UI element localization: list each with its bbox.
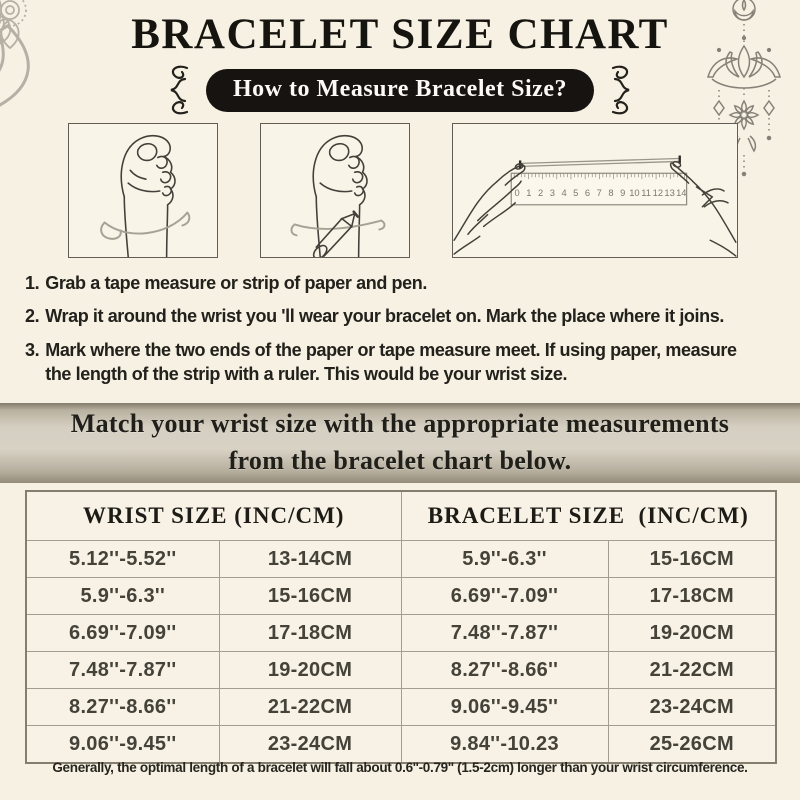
- banner-line-2: from the bracelet chart below.: [228, 446, 572, 475]
- table-row: [26, 541, 776, 578]
- step-text: Mark where the two ends of the paper or tape measure meet. If using paper, measure: [45, 339, 737, 360]
- subtitle-row: [0, 66, 800, 114]
- step2-mark-with-pen-image: [260, 123, 410, 258]
- bracelet-inches: 6.69''-7.09'': [401, 578, 608, 615]
- flourish-right-icon: [607, 63, 641, 117]
- banner-line-1: Match your wrist size with the appropriate measurements: [70, 409, 730, 439]
- size-conversion-table: [25, 490, 777, 764]
- how-to-measure-pill: How to Measure Bracelet Size?: [206, 69, 594, 112]
- wrist-inches: 6.69''-7.09'': [26, 615, 219, 652]
- wrist-inches: 5.12''-5.52'': [26, 541, 219, 578]
- wrist-cm: 23-24CM: [219, 726, 401, 764]
- bracelet-cm: 23-24CM: [608, 689, 776, 726]
- wrist-inches: 7.48''-7.87'': [26, 652, 219, 689]
- table-row: [26, 652, 776, 689]
- svg-text:10: 10: [629, 187, 640, 198]
- step-text: Grab a tape measure or strip of paper and pen.: [45, 273, 427, 293]
- step-number: 2.: [25, 306, 40, 327]
- svg-text:9: 9: [620, 187, 626, 198]
- svg-text:6: 6: [584, 187, 591, 198]
- instruction-step-2: [25, 304, 795, 328]
- bracelet-inches: 8.27''-8.66'': [401, 652, 608, 689]
- svg-text:12: 12: [652, 187, 664, 198]
- wrist-cm: 13-14CM: [219, 541, 401, 578]
- step3-measure-with-ruler-image: [452, 123, 738, 258]
- table-row: [26, 726, 776, 764]
- bracelet-inches: 9.06''-9.45'': [401, 689, 608, 726]
- wrist-cm: 17-18CM: [219, 615, 401, 652]
- step-text: Wrap it around the wrist you 'll wear your bracelet on. Mark the place where it joins.: [45, 306, 724, 327]
- instruction-step-1: [25, 271, 795, 295]
- step-number: 3.: [25, 339, 40, 360]
- bracelet-cm: 25-26CM: [608, 726, 776, 764]
- bracelet-cm: 21-22CM: [608, 652, 776, 689]
- svg-text:3: 3: [549, 187, 555, 198]
- flourish-left-icon: [159, 63, 193, 117]
- general-note: Generally, the optimal length of a bracelet will fall about 0.6''-0.79'' (1.5-2cm) longer than your wrist circumference.: [52, 760, 748, 775]
- instruction-step-3: [25, 338, 795, 387]
- table-row: [26, 578, 776, 615]
- svg-text:11: 11: [641, 187, 651, 198]
- step1-wrap-wrist-image: [68, 123, 218, 258]
- wrist-inches: 9.06''-9.45'': [26, 726, 219, 764]
- wrist-size-header: WRIST SIZE (INC/CM): [26, 491, 401, 541]
- table-row: [26, 689, 776, 726]
- wrist-inches: 5.9''-6.3'': [26, 578, 219, 615]
- bracelet-inches: 7.48''-7.87'': [401, 615, 608, 652]
- svg-text:5: 5: [573, 187, 579, 198]
- step-number: 1.: [25, 273, 40, 293]
- instructions-list: [25, 271, 795, 395]
- step-text-line2: the length of the strip with a ruler. This would be your wrist size.: [45, 363, 568, 384]
- svg-text:7: 7: [596, 187, 602, 198]
- svg-text:4: 4: [561, 187, 567, 198]
- svg-text:13: 13: [664, 187, 675, 198]
- svg-text:0: 0: [514, 187, 520, 198]
- svg-text:14: 14: [676, 187, 687, 198]
- ruler-numbers: [515, 188, 687, 198]
- wrist-cm: 15-16CM: [219, 578, 401, 615]
- bracelet-inches: 9.84''-10.23: [401, 726, 608, 764]
- table-header-row: [26, 491, 776, 541]
- wrist-cm: 21-22CM: [219, 689, 401, 726]
- page-title: BRACELET SIZE CHART: [131, 11, 669, 58]
- svg-text:2: 2: [538, 187, 544, 198]
- bracelet-size-header: BRACELET SIZE (INC/CM): [401, 491, 776, 541]
- wrist-inches: 8.27''-8.66'': [26, 689, 219, 726]
- svg-text:8: 8: [608, 187, 614, 198]
- svg-text:1: 1: [526, 187, 532, 198]
- bracelet-cm: 17-18CM: [608, 578, 776, 615]
- table-row: [26, 615, 776, 652]
- bracelet-cm: 19-20CM: [608, 615, 776, 652]
- bracelet-inches: 5.9''-6.3'': [401, 541, 608, 578]
- wrist-cm: 19-20CM: [219, 652, 401, 689]
- bracelet-cm: 15-16CM: [608, 541, 776, 578]
- measurement-steps-illustrations: [0, 123, 800, 258]
- match-size-banner: [0, 403, 800, 483]
